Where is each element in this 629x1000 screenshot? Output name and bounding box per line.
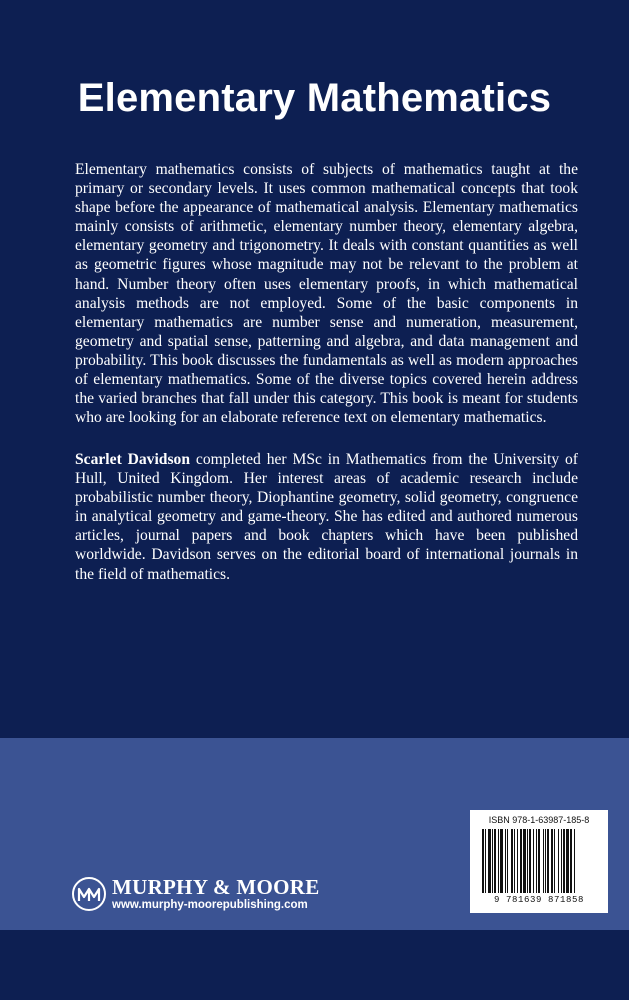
barcode-bar [505, 829, 506, 893]
barcode-bar [574, 829, 575, 893]
barcode-bar [547, 829, 549, 893]
barcode-bar [533, 829, 534, 893]
barcode-bar [485, 829, 486, 893]
barcode-bar [558, 829, 559, 893]
barcode-bar [563, 829, 565, 893]
barcode-bar [488, 829, 491, 893]
barcode-bar [498, 829, 499, 893]
publisher-block [72, 876, 320, 912]
barcode-bar [511, 829, 513, 893]
publisher-text [112, 876, 320, 912]
barcode-bar [520, 829, 522, 893]
barcode-bar [538, 829, 540, 893]
book-title: Elementary Mathematics [77, 76, 552, 120]
barcode-bar [561, 829, 562, 893]
barcode-bar [536, 829, 537, 893]
barcode-bar [570, 829, 572, 893]
cover-bottom-strip [0, 930, 629, 1000]
barcode-digits: 9 781639 871858 [493, 895, 584, 905]
barcode-bar [494, 829, 496, 893]
barcode-bar [500, 829, 503, 893]
author-name: Scarlet Davidson [75, 451, 191, 468]
barcode-bar [566, 829, 569, 893]
mm-logo-mark [77, 885, 101, 903]
barcode-bar [523, 829, 526, 893]
publisher-url: www.murphy-moorepublishing.com [112, 899, 308, 911]
book-description: Elementary mathematics consists of subjects of mathematics taught at the primary or secondary levels. It uses common mathematical concepts that took shape before the appearance of mathematical analysis. Elementary mathematics mainly consists of arithmetic, elementary number theory, elementary algebra, elementary geometry and trigonometry. It deals with constant quantities as well as geometric figures whose magnitude may not be relevant to the problem at hand. Number theory often uses elementary proofs, in which mathematical analysis methods are not employed. Some of the basic components in elementary mathematics are number sense and numeration, measurement, geometry and spatial sense, patterning and algebra, and data management and probability. This book discusses the fundamentals as well as modern approaches of elementary mathematics. Some of the diverse topics covered herein address the varied branches that fall under this category. This book is meant for students who are looking for an elaborate reference text on elementary mathematics. [75, 161, 578, 427]
barcode-bar [482, 829, 484, 893]
barcode-box [470, 810, 608, 913]
barcode-bars [480, 829, 598, 893]
barcode-bar [554, 829, 555, 893]
barcode-bar [517, 829, 518, 893]
barcode-bar [492, 829, 493, 893]
barcode-bar [545, 829, 546, 893]
isbn-label: ISBN 978-1-63987-185-8 [488, 815, 590, 825]
mm-circle-logo-icon [72, 877, 106, 911]
barcode-bar [529, 829, 531, 893]
author-bio [75, 450, 578, 584]
barcode-bar [514, 829, 515, 893]
barcode-bar [543, 829, 544, 893]
publisher-name: MURPHY & MOORE [112, 875, 320, 899]
barcode-bar [507, 829, 508, 893]
barcode-bar [527, 829, 528, 893]
barcode-bar [551, 829, 553, 893]
author-bio-text: completed her MSc in Mathematics from the University of Hull, United Kingdom. Her interest areas of academic research include probabilistic number theory, Diophantine geometry, solid geometry, congruence in analytical geometry and game-theory. She has edited and authored numerous articles, journal papers and book chapters which have been published worldwide. Davidson serves on the editorial board of international journals in the field of mathematics. [75, 451, 578, 583]
